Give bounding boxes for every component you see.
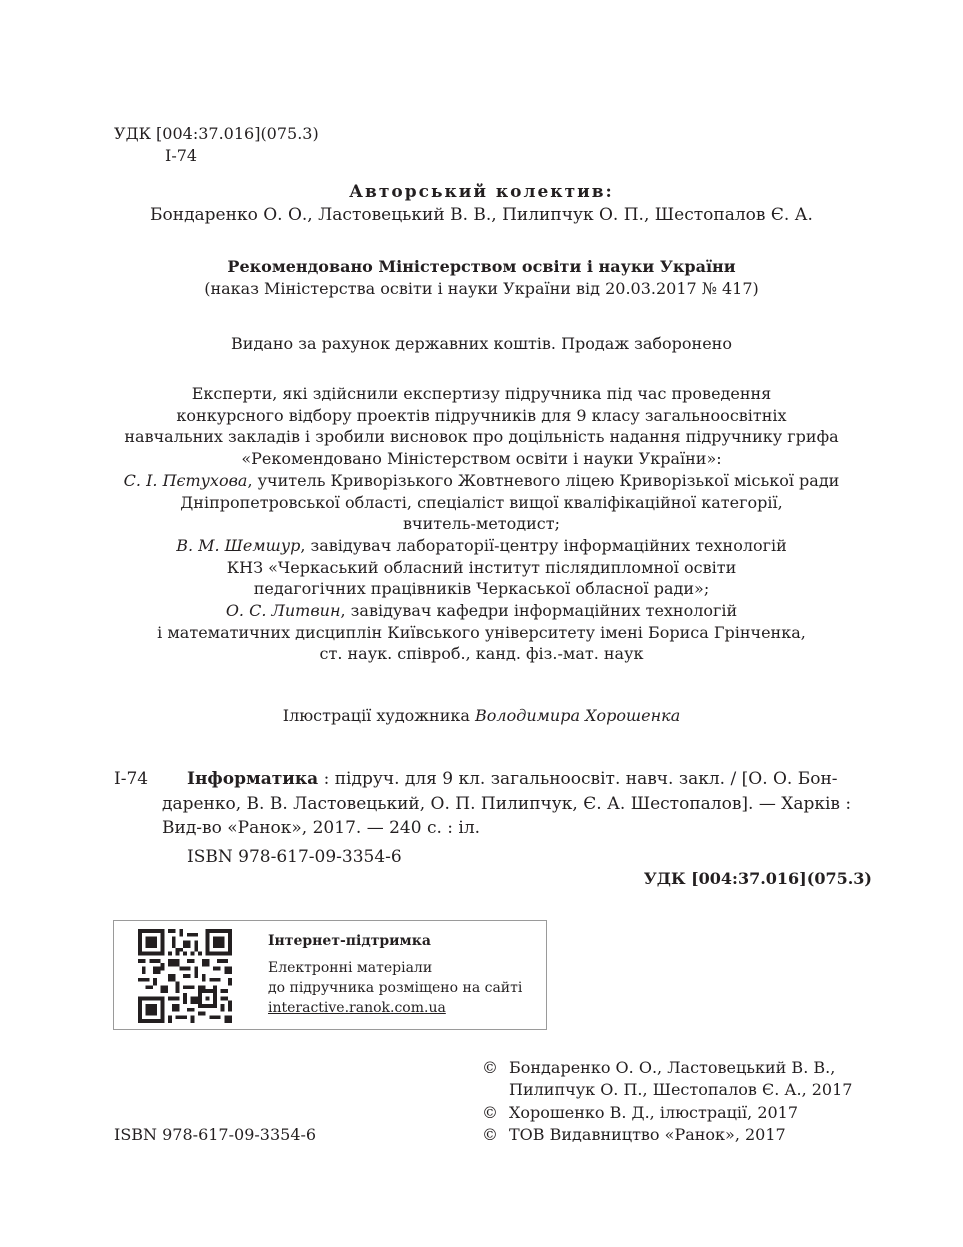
biblio-line-1	[187, 768, 838, 790]
illustrator-name: Володимира Хорошенка	[474, 706, 681, 725]
copyright-authors-line: Пилипчук О. П., Шестопалов Є. А., 2017	[509, 1080, 853, 1099]
expert-3-line: і математичних дисциплін Київського університету імені Бориса Грінченка,	[157, 622, 806, 642]
expert-1-name: С. І. Пєтухова	[123, 470, 248, 490]
isbn-footer: ISBN 978-617-09-3354-6	[114, 1125, 317, 1144]
copyright-illustrations: Хорошенко В. Д., ілюстрації, 2017	[509, 1103, 799, 1122]
copyright-symbol: ©	[482, 1103, 498, 1122]
experts-intro-line: Експерти, які здійснили експертизу підручника під час проведення	[191, 384, 772, 403]
expert-2-line: КНЗ «Черкаський обласний інститут післядипломної освіти	[226, 557, 737, 577]
experts-block	[0, 383, 963, 665]
internet-support-text	[268, 931, 522, 1018]
authors-heading: Авторський колектив:	[349, 182, 614, 202]
expert-1	[0, 470, 963, 492]
state-funds-note: Видано за рахунок державних коштів. Продаж заборонено	[231, 334, 732, 353]
expert-3	[0, 600, 963, 622]
copyright-authors: Бондаренко О. О., Ластовецький В. В.,	[509, 1058, 836, 1077]
ministry-order: (наказ Міністерства освіти і науки України від 20.03.2017 № 417)	[204, 279, 759, 298]
expert-1-role: , учитель Криворізького Жовтневого ліцею Криворізької міської ради	[247, 470, 840, 490]
recommendation: Рекомендовано Міністерством освіти і науки України	[227, 257, 736, 276]
expert-1-line: Дніпропетровської області, спеціаліст вищої кваліфікаційної категорії,	[180, 492, 783, 512]
biblio-index: І-74	[114, 769, 149, 789]
biblio-isbn: ISBN 978-617-09-3354-6	[187, 847, 402, 867]
illustrations-credit	[0, 705, 963, 727]
expert-3-line: ст. наук. співроб., канд. фіз.-мат. наук	[319, 644, 644, 664]
expert-1-line: вчитель-методист;	[403, 514, 560, 534]
website-link[interactable]: interactive.ranok.com.ua	[268, 1000, 446, 1016]
expert-2-line: педагогічних працівників Черкаської обласної ради»;	[253, 579, 710, 599]
internet-support-line: до підручника розміщено на сайті	[268, 980, 523, 996]
internet-support-box	[113, 920, 547, 1030]
authors-list: Бондаренко О. О., Ластовецький В. В., Пилипчук О. П., Шестопалов Є. А.	[150, 205, 813, 225]
biblio-line-1-rest: : підруч. для 9 кл. загальноосвіт. навч. закл. / [О. О. Бон-	[318, 769, 838, 789]
copyright-publisher: ТОВ Видавництво «Ранок», 2017	[509, 1125, 786, 1144]
qr-code-icon[interactable]	[136, 929, 234, 1023]
experts-intro-line: конкурсного відбору проектів підручників для 9 класу загальноосвітніх	[176, 405, 787, 425]
expert-3-name: О. С. Литвин	[225, 601, 341, 621]
copyright-symbol: ©	[482, 1058, 498, 1077]
expert-2-role: , завідувач лабораторії-центру інформаційних технологій	[300, 535, 787, 555]
library-index: І-74	[165, 146, 198, 165]
internet-support-heading: Інтернет-підтримка	[268, 933, 431, 949]
book-title: Інформатика	[187, 769, 319, 789]
biblio-line-3: Вид-во «Ранок», 2017. — 240 с. : іл.	[162, 818, 481, 838]
internet-support-line: Електронні матеріали	[268, 960, 433, 976]
expert-3-role: , завідувач кафедри інформаційних технологій	[340, 601, 738, 621]
copyright-symbol: ©	[482, 1125, 498, 1144]
udc-code: УДК [004:37.016](075.3)	[114, 124, 319, 143]
expert-2-name: В. М. Шемшур	[176, 535, 301, 555]
biblio-udc: УДК [004:37.016](075.3)	[643, 869, 872, 888]
experts-intro-line: навчальних закладів і зробили висновок про доцільність надання підручнику грифа	[124, 427, 839, 447]
experts-intro-line: «Рекомендовано Міністерством освіти і науки України»:	[241, 449, 722, 469]
illustrations-prefix: Ілюстрації художника	[282, 706, 475, 725]
biblio-line-2: даренко, В. В. Ластовецький, О. П. Пилипчук, Є. А. Шестопалов]. — Харків :	[162, 794, 852, 814]
expert-2	[0, 535, 963, 557]
